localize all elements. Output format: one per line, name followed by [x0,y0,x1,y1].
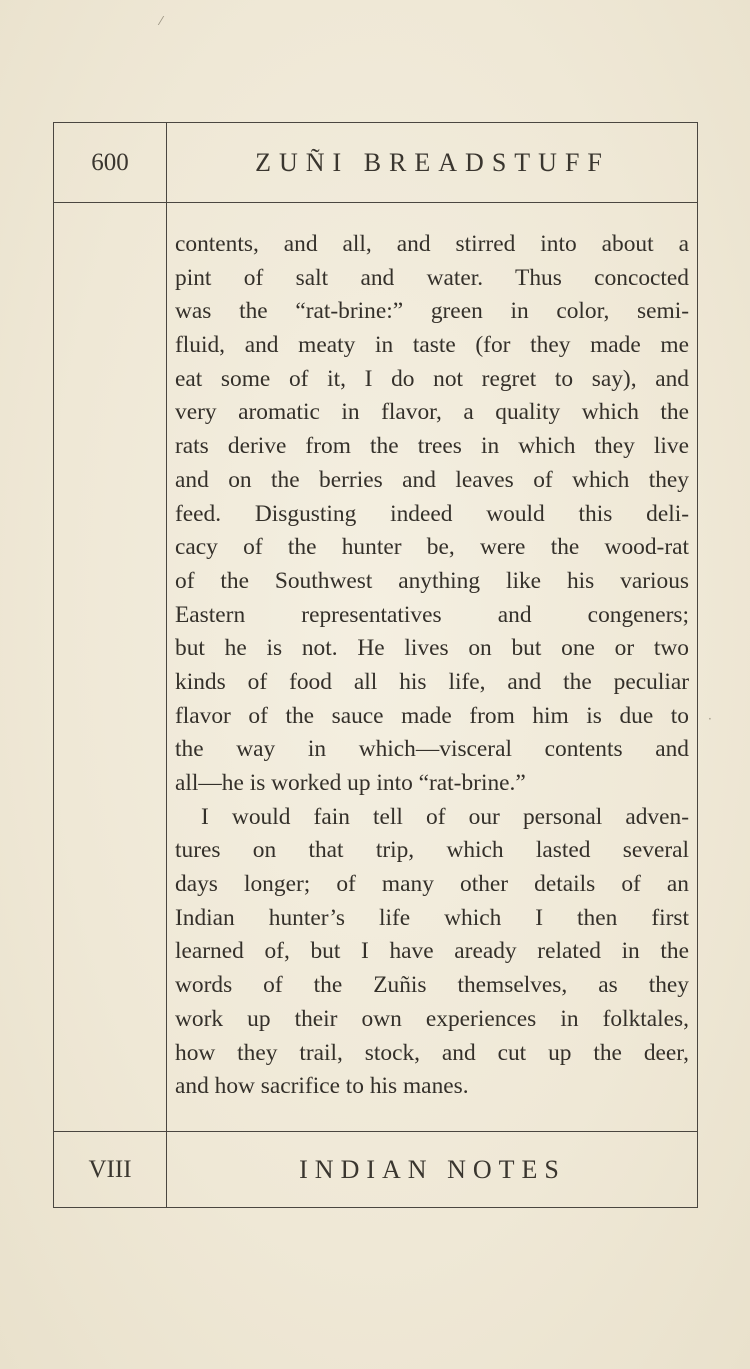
text-line: flavor of the sauce made from him is due to [175,702,689,729]
text-line: I would fain tell of our personal adven- [201,803,689,830]
stray-dot: · [708,712,712,726]
text-line: eat some of it, I do not regret to say), and [175,365,689,392]
header-rule [54,202,697,203]
text-line: contents, and all, and stirred into about a [175,231,689,257]
text-line: of the Southwest anything like his various [175,567,689,594]
text-line: pint of salt and water. Thus concocted [175,264,689,291]
text-line: kinds of food all his life, and the peculiar [175,668,689,695]
text-line: work up their own experiences in folktales, [175,1005,689,1032]
text-line: Indian hunter’s life which I then first [175,904,689,931]
text-line: days longer; of many other details of an [175,871,689,898]
running-title: ZUÑI BREADSTUFF [255,147,610,177]
column-divider [166,123,167,1207]
text-line: the way in which—visceral contents and [175,736,689,763]
stray-mark: ⁄ [160,14,163,28]
page-number: 600 [91,148,129,176]
text-line: words of the Zuñis themselves, as they [175,972,689,999]
text-line: and how sacrifice to his manes. [175,1073,469,1100]
text-line: fluid, and meaty in taste (for they made me [175,332,689,359]
text-line: feed. Disgusting indeed would this deli- [175,500,689,527]
body-text [175,228,689,1104]
text-line: learned of, but I have aready related in the [175,938,689,965]
text-line: tures on that trip, which lasted several [175,837,689,864]
text-line: cacy of the hunter be, were the wood-rat [175,534,689,561]
text-line: was the “rat-brine:” green in color, semi- [175,298,689,325]
text-line: Eastern representatives and congeners; [175,601,689,628]
series-title: INDIAN NOTES [299,1155,566,1184]
volume-number: VIII [88,1156,132,1183]
text-line: very aromatic in flavor, a quality which the [175,399,689,426]
text-line: and on the berries and leaves of which they [175,466,689,493]
text-line: all—he is worked up into “rat-brine.” [175,770,526,796]
text-line: but he is not. He lives on but one or two [175,635,689,662]
text-line: rats derive from the trees in which they live [175,433,689,460]
text-line: how they trail, stock, and cut up the deer, [175,1039,689,1066]
